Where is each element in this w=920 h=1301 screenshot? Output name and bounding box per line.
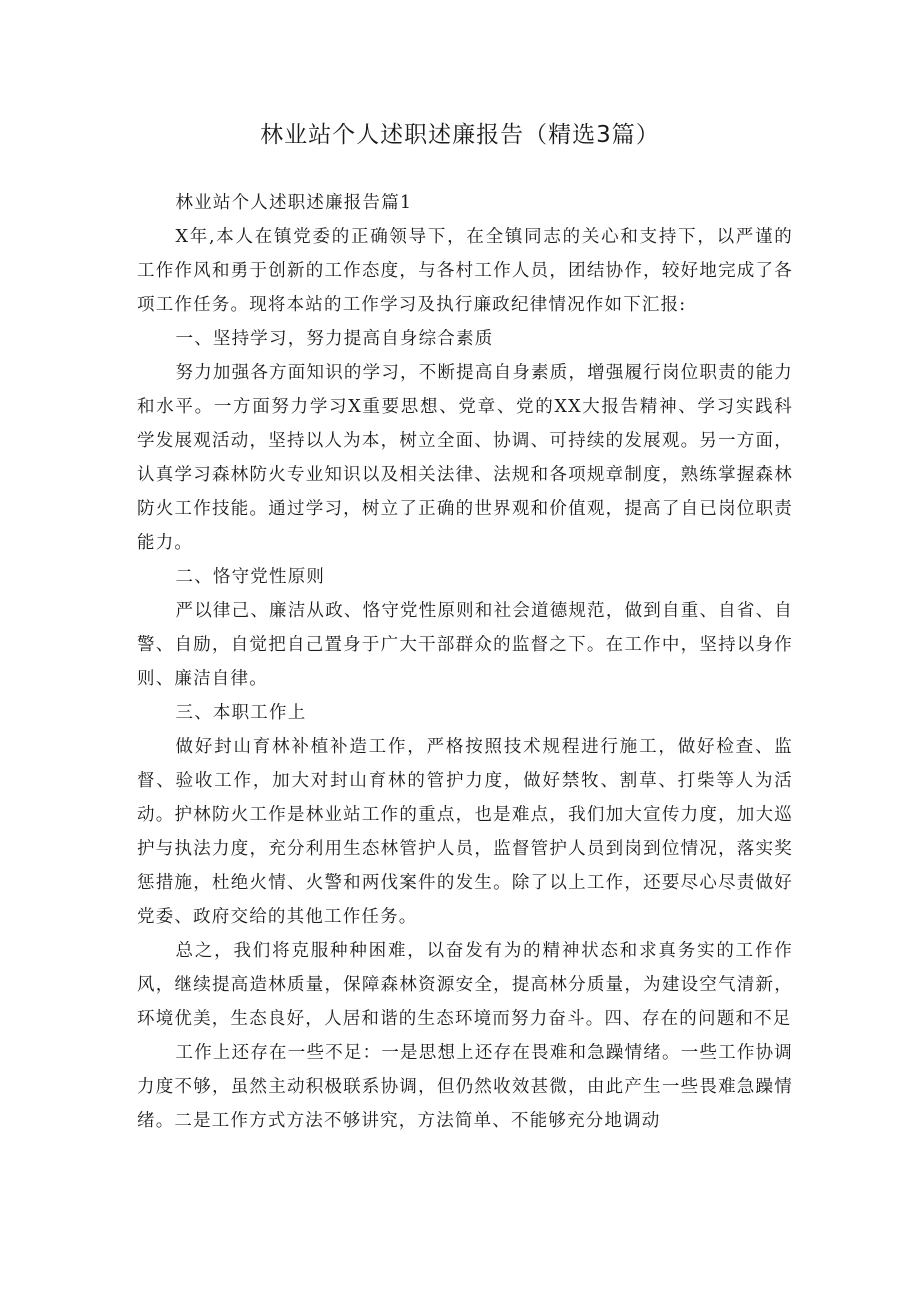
section-heading: 林业站个人述职述廉报告篇1 [175,193,413,213]
document-title: 林业站个人述职述廉报告（精选3篇） [260,122,660,148]
section-heading: 一、坚持学习，努力提高自身综合素质 [175,329,494,349]
body-paragraph: 严以律己、廉洁从政、恪守党性原则和社会道德规范，做到自重、自省、自警、自励，自觉把自己置身于广大干部群众的监督之下。在工作中，坚持以身作则、廉洁自律。 [137,601,793,689]
section-heading: 三、本职工作上 [175,703,307,723]
body-paragraph: 做好封山育林补植补造工作，严格按照技术规程进行施工，做好检查、监督、验收工作，加大对封山育林的管护力度，做好禁牧、割草、打柴等人为活动。护林防火工作是林业站工作的重点，也是难点，我们加大宣传力度，加大巡护与执法力度，充分利用生态林管护人员，监督管护人员到岗到位情况，落实奖惩措施，杜绝火情、火警和两伐案件的发生。除了以上工作，还要尽心尽责做好党委、政府交给的其他工作任务。 [137,737,793,927]
body-paragraph: X年,本人在镇党委的正确领导下，在全镇同志的关心和支持下，以严谨的工作作风和勇于创新的工作态度，与各村工作人员，团结协作，较好地完成了各项工作任务。现将本站的工作学习及执行廉政纪律情况作如下汇报: [137,227,793,315]
document-body [137,186,793,1138]
section-heading: 二、恪守党性原则 [175,567,326,587]
body-paragraph: 总之，我们将克服种种困难，以奋发有为的精神状态和求真务实的工作作风，继续提高造林质量，保障森林资源安全，提高林分质量，为建设空气清新，环境优美，生态良好，人居和谐的生态环境而努力奋斗。四、存在的问题和不足 [137,941,793,1029]
body-paragraph: 努力加强各方面知识的学习，不断提高自身素质，增强履行岗位职责的能力和水平。一方面努力学习X重要思想、党章、党的XX大报告精神、学习实践科学发展观活动，坚持以人为本，树立全面、协调、可持续的发展观。另一方面，认真学习森林防火专业知识以及相关法律、法规和各项规章制度，熟练掌握森林防火工作技能。通过学习，树立了正确的世界观和价值观，提高了自已岗位职责能力。 [137,363,793,553]
body-paragraph: 工作上还存在一些不足：一是思想上还存在畏难和急躁情绪。一些工作协调力度不够，虽然主动积极联系协调，但仍然收效甚微，由此产生一些畏难急躁情绪。二是工作方式方法不够讲究，方法简单、不能够充分地调动 [137,1043,793,1131]
